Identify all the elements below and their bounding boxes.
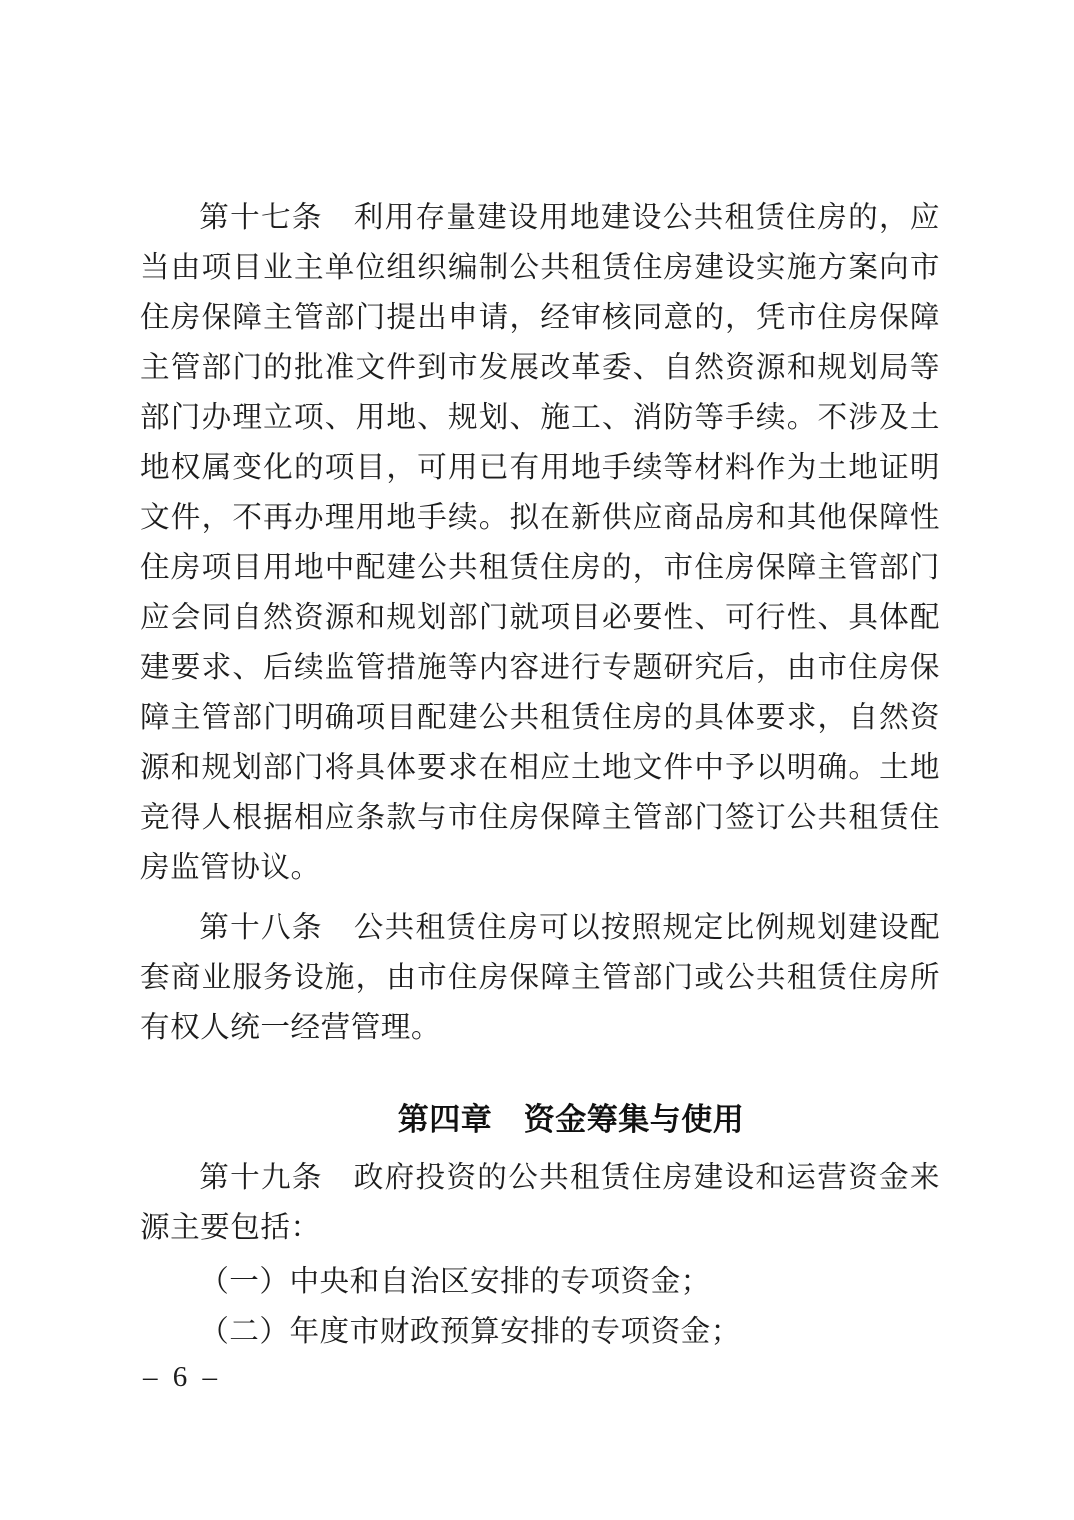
clause-item-1: （一）中央和自治区安排的专项资金； [199,1266,711,1298]
chapter-heading: 第四章 资金筹集与使用 [397,1102,745,1137]
clause-item-2: （二）年度市财政预算安排的专项资金； [199,1316,741,1348]
article-19-paragraph: 第十九条 政府投资的公共租赁住房建设和运营资金来源主要包括： [140,1162,940,1244]
article-18-paragraph: 第十八条 公共租赁住房可以按照规定比例规划建设配套商业服务设施，由市住房保障主管部门或公共租赁住房所有权人统一经营管理。 [140,912,940,1044]
page-number: – 6 – [143,1361,221,1393]
document-body [140,193,940,1357]
article-17-paragraph: 第十七条 利用存量建设用地建设公共租赁住房的，应当由项目业主单位组织编制公共租赁住房建设实施方案向市住房保障主管部门提出申请，经审核同意的，凭市住房保障主管部门的批准文件到市发展改革委、自然资源和规划局等部门办理立项、用地、规划、施工、消防等手续。不涉及土地权属变化的项目，可用已有用地手续等材料作为土地证明文件，不再办理用地手续。拟在新供应商品房和其他保障性住房项目用地中配建公共租赁住房的，市住房保障主管部门应会同自然资源和规划部门就项目必要性、可行性、具体配建要求、后续监管措施等内容进行专题研究后，由市住房保障主管部门明确项目配建公共租赁住房的具体要求，自然资源和规划部门将具体要求在相应土地文件中予以明确。土地竞得人根据相应条款与市住房保障主管部门签订公共租赁住房监管协议。 [140,202,940,884]
